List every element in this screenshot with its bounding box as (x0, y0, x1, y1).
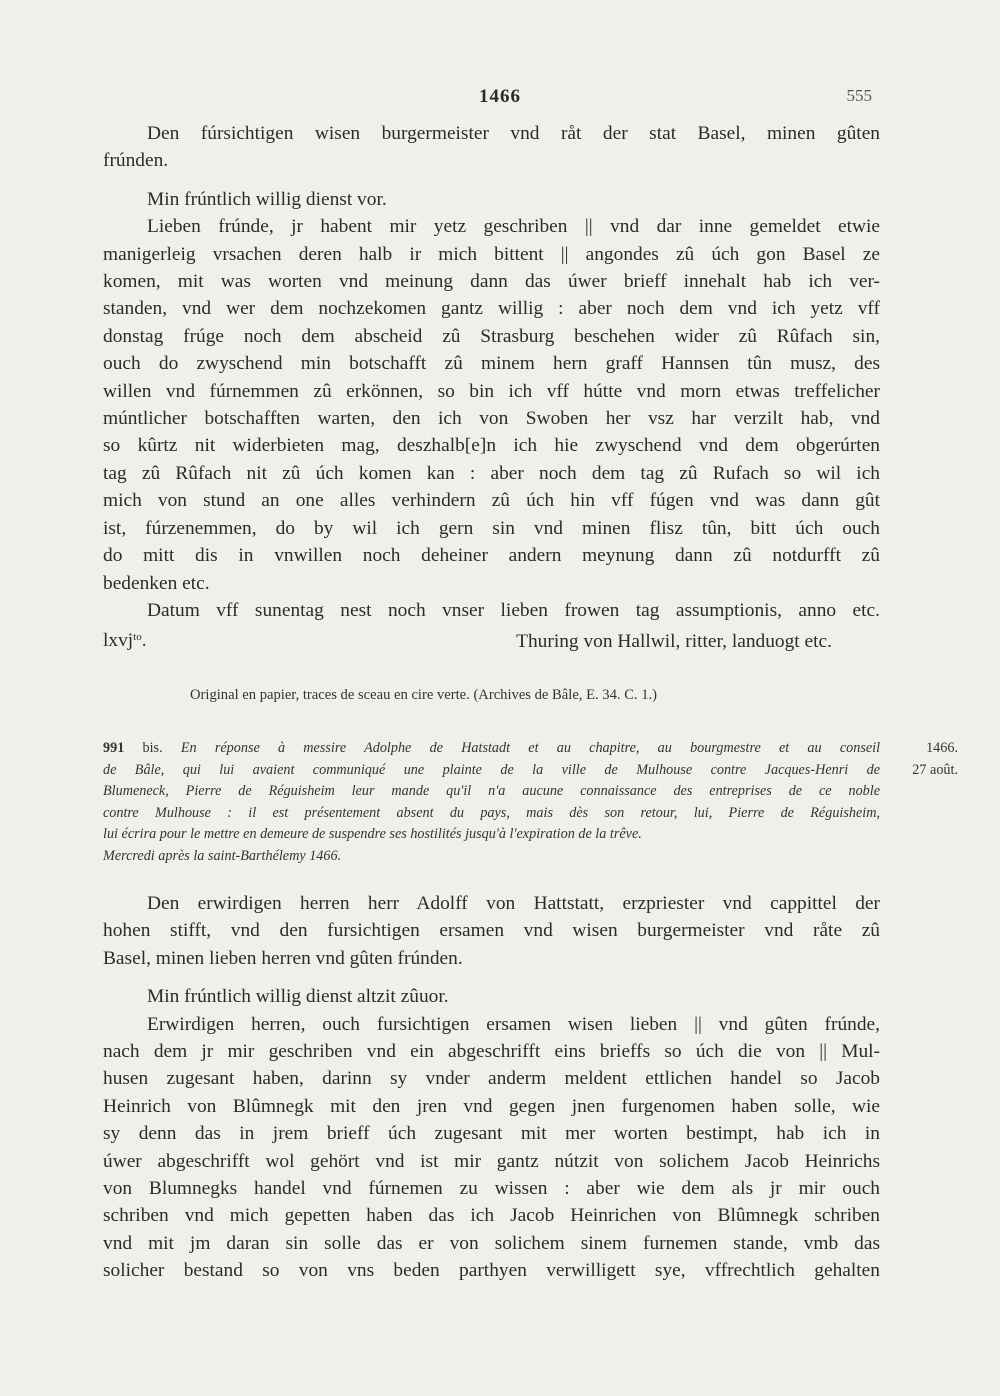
letter-1-greeting: Min frúntlich willig dienst vor. (147, 188, 387, 210)
margin-day: 27 août. (912, 761, 958, 778)
letter-2-address-line: Den erwirdigen herren herr Adolff von Hattstatt, erzpriester vnd cappittel der (147, 893, 880, 914)
letter-2-address-line: Basel, minen lieben herren vnd gûten frúnden. (103, 947, 463, 969)
letter-2 (103, 890, 880, 1285)
letter-2-body-line: husen zugesant haben, darinn sy vnder anderm meldent ettlichen handel so Jacob (103, 1068, 880, 1090)
summary-line: de Bâle, qui lui avaient communiqué une plainte de la ville de Mulhouse contre Jacques-Henri de (103, 761, 880, 778)
letter-1-body-line: so kûrtz nit widerbieten mag, deszhalb[e]n ich hie zwyschend vnd dem obgerúrten (103, 435, 880, 457)
running-header-year: 1466 (479, 86, 521, 107)
source-note: Original en papier, traces de sceau en cire verte. (Archives de Bâle, E. 34. C. 1.) (190, 687, 658, 703)
letter-2-body-line: Erwirdigen herren, ouch fursichtigen ersamen wisen lieben || vnd gûten frúnde, (147, 1013, 880, 1035)
letter-1-body-line: do mitt dis in vnwillen noch deheiner andern meynung dann zû notdurfft zû (103, 545, 880, 567)
letter-1 (103, 120, 880, 655)
letter-1-body-line: mich von stund an one alles verhindern zû úch hin vff fúgen vnd was dann gût (103, 490, 880, 512)
letter-1-body-line: ouch do zwyschend min botschafft zû minem hern graff Hannsen tûn musz, des (103, 353, 880, 375)
letter-2-body-line: úwer abgeschrifft wol gehört vnd ist mir gantz nútzit von solichem Jacob Heinrichs (103, 1150, 880, 1172)
letter-2-address-line: hohen stifft, vnd den fursichtigen ersamen vnd wisen burgermeister vnd råte zû (103, 920, 880, 942)
letter-1-body-line: willen vnd fúrnemmen zû erkönnen, so bin ich vff hútte vnd morn etwas treffelicher (103, 380, 880, 402)
letter-1-body-line: tag zû Rûfach nit zû úch komen kan : aber noch dem tag zû Rufach so wil ich (103, 462, 880, 484)
page-number: 555 (846, 86, 872, 105)
letter-1-body-line: komen, mit was worten vnd meinung dann das úwer brieff innehalt hab ich ver- (103, 271, 880, 293)
letter-2-body-line: schriben vnd mich gepetten haben das ich Jacob Heinrichen von Blûmnegk schriben (103, 1205, 880, 1227)
letter-1-body-line: standen, vnd wer dem nochzekomen gantz willig : aber noch dem vnd ich yetz vff (103, 298, 880, 320)
summary-line: 991 bis. En réponse à messire Adolphe de Hatstadt et au chapitre, au bourgmestre et au conseil (103, 740, 881, 756)
letter-2-body-line: von Blumnegks handel vnd fúrnemen zu wissen : aber wie dem als jr mir ouch (103, 1178, 880, 1200)
summary-note (103, 738, 880, 868)
letter-1-dating-line: Datum vff sunentag nest noch vnser lieben frowen tag assumptionis, anno etc. (147, 599, 880, 621)
document-number: 991 (103, 740, 125, 756)
letter-1-body-line: bedenken etc. (103, 572, 210, 594)
summary-line: Blumeneck, Pierre de Réguisheim leur mande qu'il n'a aucune connaissance des entreprises de ce noble (103, 783, 880, 800)
letter-1-address-line: frúnden. (103, 150, 169, 172)
summary-dateline: Mercredi après la saint-Barthélemy 1466. (103, 847, 342, 864)
letter-1-body-line: Lieben frúnde, jr habent mir yetz geschriben || vnd dar inne gemeldet etwie (147, 216, 880, 238)
margin-year: 1466. (926, 740, 958, 756)
letter-1-body-line: donstag frúge noch dem abscheid zû Strasburg beschehen wider zû Rûfach sin, (103, 325, 880, 347)
summary-line: contre Mulhouse : il est présentement absent du pays, mais dès son retour, lui, Pierre de Réguisheim, (103, 804, 880, 821)
letter-2-body-line: vnd mit jm daran sin solle das er von solichem sinem furnemen stande, vmb das (103, 1232, 880, 1254)
letter-2-body-line: nach dem jr mir geschriben vnd ein abgeschrifft eins brieffs so úch die von || Mul- (103, 1041, 880, 1063)
letter-2-body-line: solicher bestand so von vns beden parthyen verwilligett sye, vffrechtlich gehalten (103, 1260, 880, 1282)
letter-2-body-line: sy denn das in jrem brieff úch zugesant mit mer worten bestimpt, hab ich in (103, 1123, 880, 1145)
letter-1-body-line: múntlicher botschafften warten, den ich von Swoben her vsz har verzilt hab, vnd (103, 408, 880, 430)
letter-1-dating-year: lxvj$^{to}$. (103, 630, 147, 652)
letter-1-signature: Thuring von Hallwil, ritter, landuogt etc. (516, 630, 832, 652)
letter-2-greeting: Min frúntlich willig dienst altzit zûuor. (147, 986, 449, 1008)
letter-1-address-line: Den fúrsichtigen wisen burgermeister vnd råt der stat Basel, minen gûten (147, 123, 880, 144)
letter-1-body-line: ist, fúrzenemmen, do by wil ich gern sin vnd minen flisz tûn, bitt úch ouch (103, 517, 880, 539)
summary-line: lui écrira pour le mettre en demeure de suspendre ses hostilités jusqu'à l'expiration de la trêve. (103, 826, 642, 843)
letter-2-body-line: Heinrich von Blûmnegk mit den jren vnd gegen jnen furgenomen haben solle, wie (103, 1095, 880, 1117)
margin-date (900, 738, 958, 781)
letter-1-body-line: manigerleig vrsachen deren halb ir mich bittent || angondes zû úch gon Basel ze (103, 243, 880, 265)
